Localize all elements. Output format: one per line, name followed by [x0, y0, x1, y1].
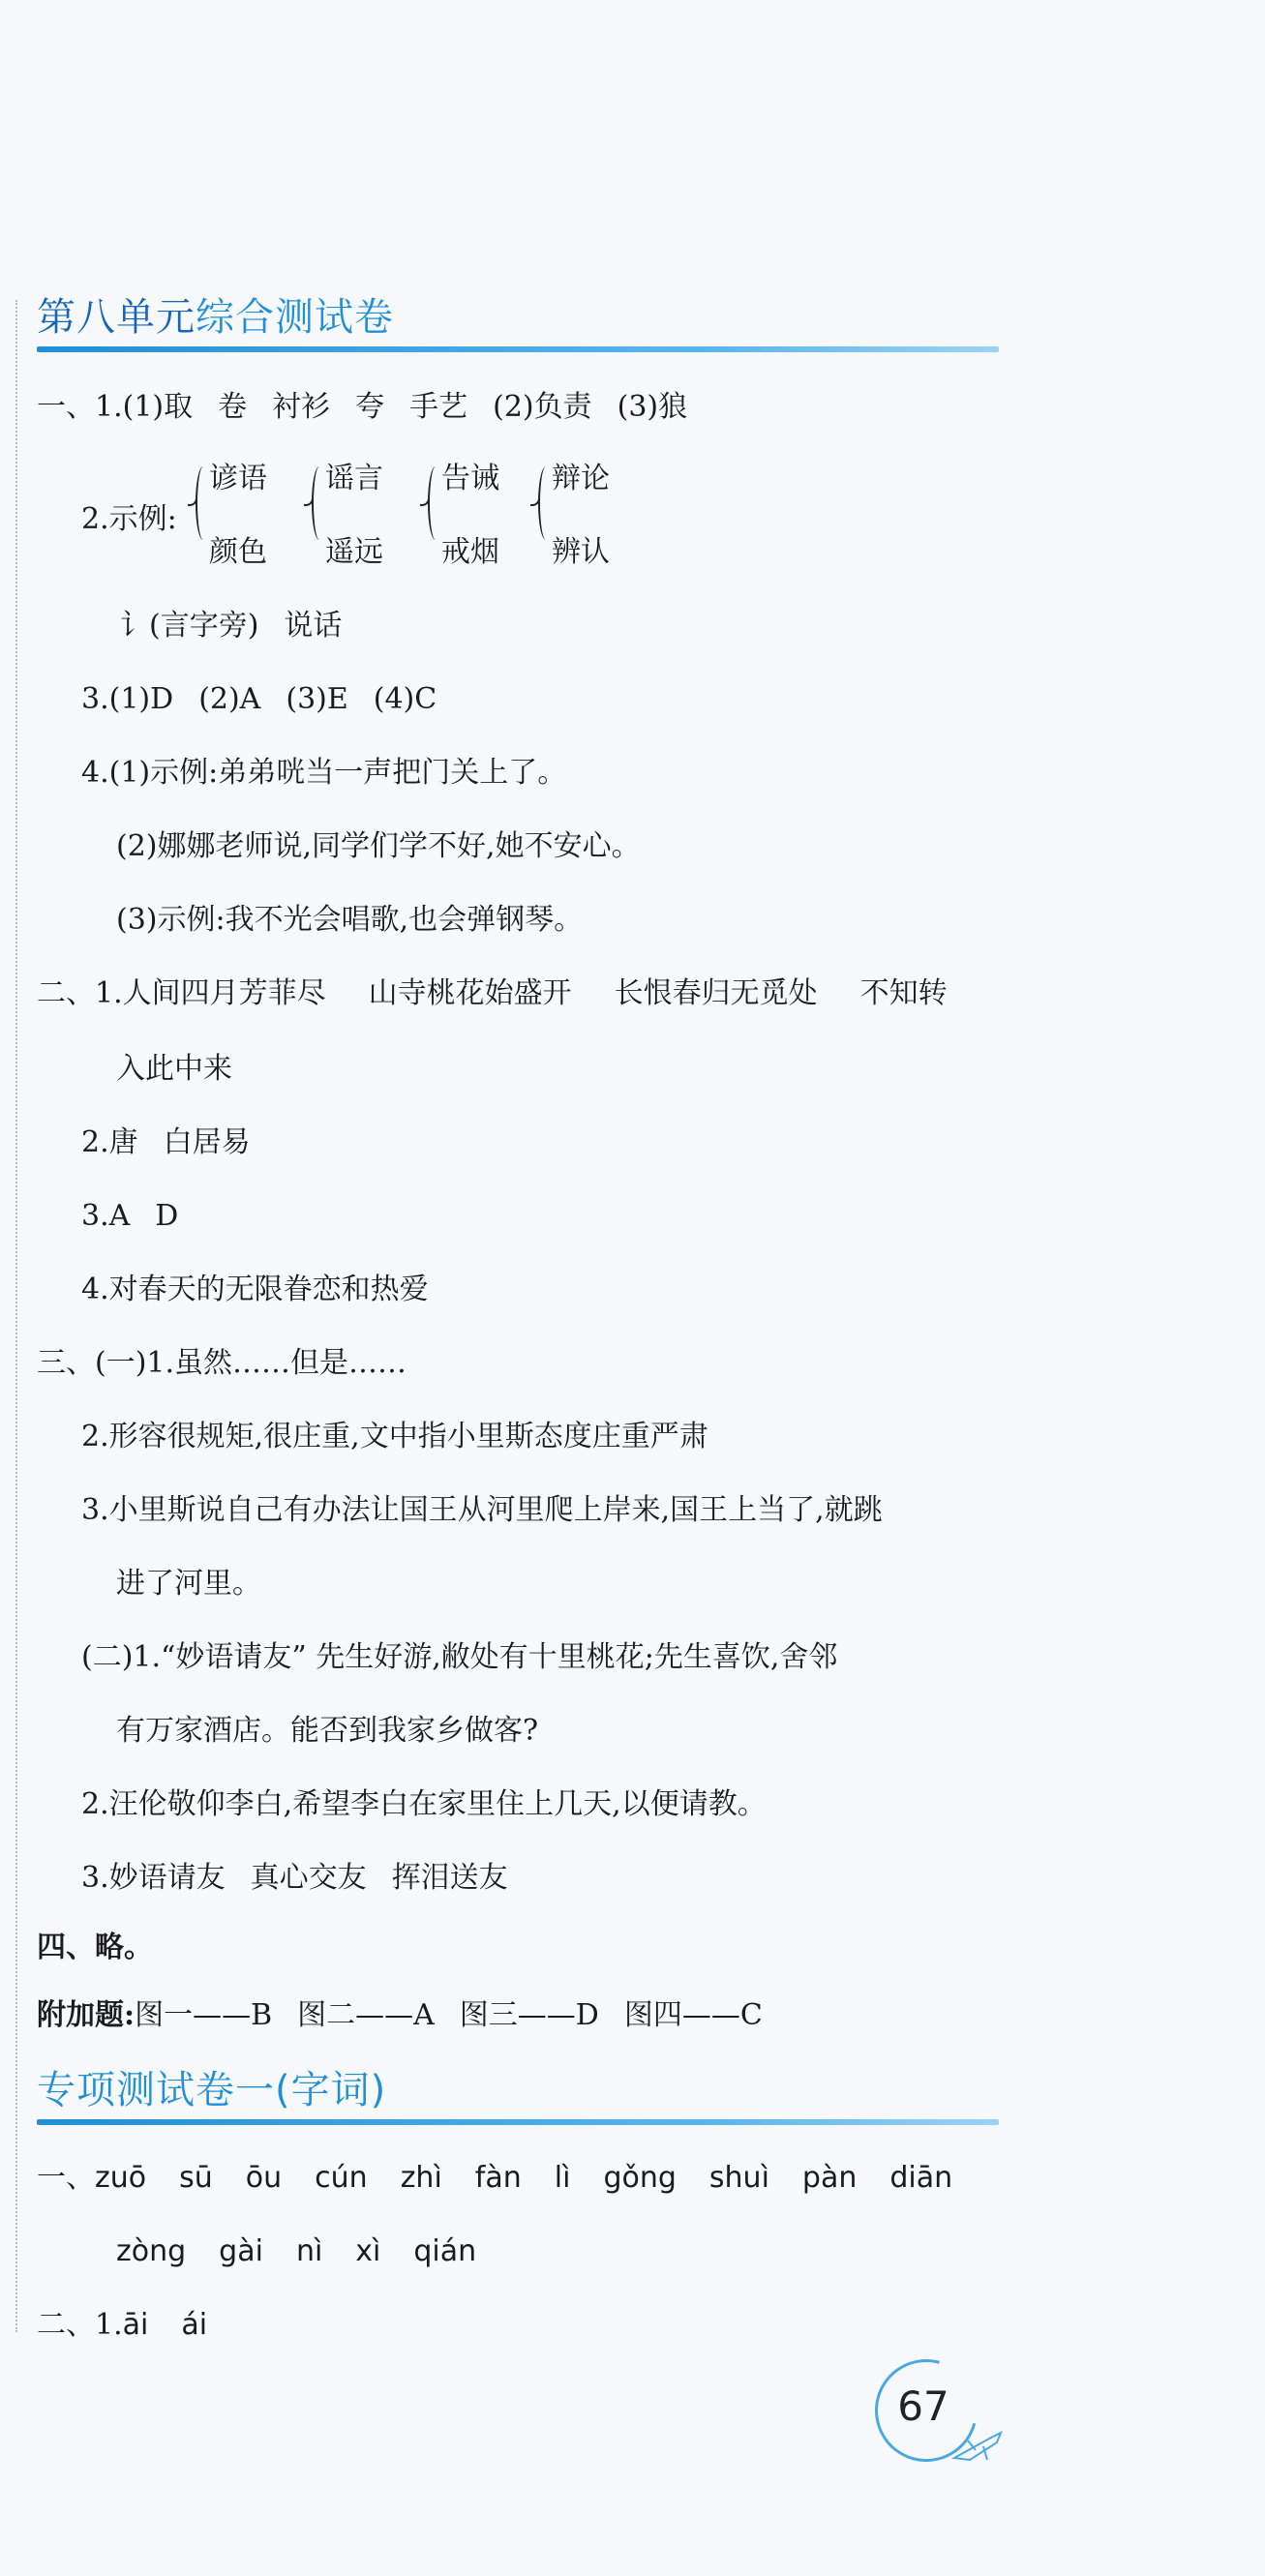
- page-number: 67: [897, 2382, 949, 2430]
- pinyin-syllable: qián: [413, 2234, 477, 2268]
- answer: (2)A: [198, 682, 261, 716]
- pinyin-syllable: zuō: [95, 2161, 147, 2195]
- s2-q2-line: [37, 2307, 240, 2344]
- margin-dotted-rule: [15, 300, 17, 2332]
- q1-2-g4-a: 辩论: [552, 462, 610, 495]
- answer: 讠(言字旁): [120, 609, 259, 643]
- q2-2-line: [81, 1124, 251, 1161]
- q3-line7: 2.汪伦敬仰李白,希望李白在家里住上几天,以便请教。: [81, 1787, 767, 1821]
- q3-line1: 三、(一)1.虽然……但是……: [37, 1346, 407, 1380]
- s2-q1-line2: [116, 2233, 509, 2270]
- pinyin-row: [116, 2234, 509, 2268]
- q1-4-line3: (3)示例:我不光会唱歌,也会弹钢琴。: [116, 903, 584, 937]
- pinyin-syllable: shuì: [708, 2161, 769, 2195]
- extra-label: 附加题:: [37, 1998, 136, 2032]
- q1-2-g1-a: 谚语: [209, 462, 267, 495]
- answer: 图二——A: [297, 1998, 435, 2032]
- answer: 夸: [355, 390, 385, 424]
- answer: D: [155, 1199, 179, 1233]
- pinyin-syllable: ōu: [245, 2161, 283, 2195]
- q1-4-line2: (2)娜娜老师说,同学们学不好,她不安心。: [116, 829, 641, 863]
- section-title-light: 综合测试卷: [196, 295, 394, 340]
- pinyin-syllable: zhì: [400, 2161, 442, 2195]
- pinyin-syllable: fàn: [474, 2161, 522, 2195]
- answer: 真心交友: [250, 1861, 367, 1895]
- q3-line3: 3.小里斯说自己有办法让国王从河里爬上岸来,国王上当了,就跳: [81, 1493, 883, 1527]
- section-header-unit8: [37, 295, 999, 352]
- q3-3-line: [81, 1860, 508, 1897]
- answer: 图三——D: [459, 1998, 599, 2032]
- answer: 图一——B: [135, 1998, 273, 2032]
- answer: 挥泪送友: [391, 1861, 508, 1895]
- answer: 手艺: [409, 390, 468, 424]
- q3-line5: (二)1.“妙语请友” 先生好游,敝处有十里桃花;先生喜饮,舍邻: [81, 1640, 838, 1674]
- answer: 衬衫: [272, 390, 331, 424]
- answer: 人间四月芳菲尽: [122, 976, 326, 1010]
- q3-line6: 有万家酒店。能否到我家乡做客?: [116, 1714, 539, 1748]
- s2-q1-line1: [37, 2160, 985, 2197]
- answer: (3)E: [286, 682, 348, 716]
- answer: 说话: [284, 609, 343, 643]
- pinyin-syllable: gǒng: [603, 2161, 677, 2195]
- answer: (4)C: [373, 682, 437, 716]
- q-label: 3.: [81, 682, 109, 716]
- section-title: [37, 2068, 999, 2112]
- pinyin-syllable: lì: [554, 2161, 571, 2195]
- answer: (2)负责: [493, 390, 592, 424]
- answer: (1)D: [108, 682, 174, 716]
- answer: 长恨春归无觅处: [614, 976, 818, 1010]
- answer: 3.妙语请友: [81, 1861, 226, 1895]
- pinyin-syllable: gài: [219, 2234, 263, 2268]
- answer: (3)狼: [617, 390, 688, 424]
- answer: 白居易: [163, 1125, 251, 1159]
- q-label: 二、1.: [37, 976, 123, 1010]
- pinyin-row: [95, 2161, 985, 2195]
- pinyin-syllable: sū: [179, 2161, 213, 2195]
- q1-4-line1: 4.(1)示例:弟弟咣当一声把门关上了。: [81, 756, 567, 790]
- q1-3-line: [81, 681, 437, 718]
- q1-2-g3-b: 戒烟: [441, 535, 499, 569]
- pinyin-syllable: diān: [889, 2161, 953, 2195]
- answer: 2.唐: [81, 1125, 138, 1159]
- pinyin-syllable: nì: [295, 2234, 323, 2268]
- pinyin-syllable: cún: [315, 2161, 368, 2195]
- section-header-special1: [37, 2068, 999, 2125]
- q1-2-g2-a: 谣言: [325, 462, 383, 495]
- section-title-text: 专项测试卷一(字词): [37, 2068, 387, 2112]
- pinyin-syllable: xì: [355, 2234, 381, 2268]
- answer: (1)取: [122, 390, 194, 424]
- section-title-dark: 第八单元: [37, 295, 196, 340]
- pinyin-syllable: pàn: [801, 2161, 858, 2195]
- answer: 图四——C: [623, 1998, 763, 2032]
- q2-1-line: [37, 975, 948, 1012]
- q-label: 一、: [37, 2161, 95, 2195]
- q1-2-g1-b: 颜色: [209, 535, 267, 569]
- q1-2-g3-a: 告诫: [441, 462, 499, 495]
- answer: 山寺桃花始盛开: [368, 976, 572, 1010]
- q1-2b-line: [120, 608, 342, 644]
- pinyin-syllable: zòng: [116, 2234, 187, 2268]
- answer: 3.A: [81, 1199, 131, 1233]
- q1-2-g4-b: 辨认: [552, 535, 610, 569]
- q3-line2: 2.形容很规矩,很庄重,文中指小里斯态度庄重严肃: [81, 1420, 708, 1453]
- q2-4-line: 4.对春天的无限眷恋和热爱: [81, 1273, 429, 1306]
- q3-line4: 进了河里。: [116, 1567, 261, 1601]
- answer: 不知转: [859, 976, 948, 1010]
- q-label: 二、1.: [37, 2308, 123, 2342]
- q1-2-g2-b: 遥远: [325, 535, 383, 569]
- airplane-icon: [950, 2429, 1009, 2468]
- q4-line: 四、略。: [37, 1931, 153, 1964]
- q2-3-line: [81, 1198, 178, 1235]
- section-title: [37, 295, 999, 340]
- q1-2-label: 2.示例:: [81, 502, 177, 536]
- answer: 卷: [218, 390, 248, 424]
- extra-line: [37, 1997, 763, 2034]
- section-underline: [37, 2119, 999, 2125]
- q2-1-cont: 入此中来: [116, 1052, 232, 1086]
- page-number-badge: [875, 2359, 979, 2464]
- section-underline: [37, 346, 999, 352]
- pinyin-syllable: ái: [181, 2308, 208, 2342]
- pinyin-syllable: āi: [122, 2308, 149, 2342]
- q1-1-line: [37, 389, 687, 426]
- q-label: 一、1.: [37, 390, 123, 424]
- pinyin-row: [123, 2308, 240, 2342]
